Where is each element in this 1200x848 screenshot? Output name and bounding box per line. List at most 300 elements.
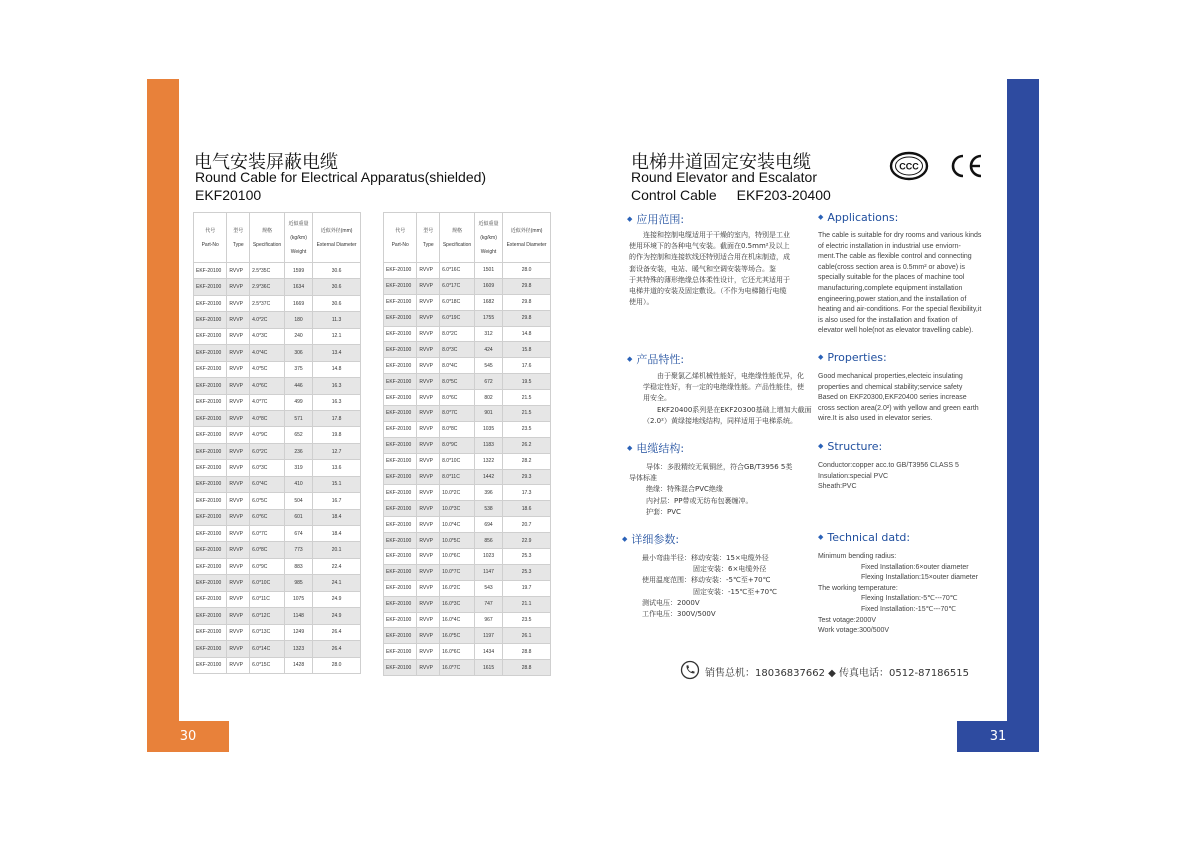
table-row (384, 660, 551, 676)
table-cell: EKF-20100 (384, 374, 417, 390)
table-cell: RVVP (227, 624, 250, 640)
table-row (384, 406, 551, 422)
right-model: EKF203-20400 (736, 187, 831, 203)
table-row (384, 390, 551, 406)
technical-text-en (818, 552, 998, 637)
table-cell: 26.2 (503, 437, 551, 453)
table-row (384, 310, 551, 326)
contact-line: 销售总机：18036837662 ◆ 传真电话：0512-87186515 (705, 668, 969, 679)
table-row (194, 279, 361, 295)
structure-heading-en-text: Structure: (827, 440, 883, 453)
table-cell: 543 (474, 580, 502, 596)
table-cell: RVVP (227, 591, 250, 607)
table-cell: 19.5 (503, 374, 551, 390)
table-cell: RVVP (417, 374, 440, 390)
table-row (384, 533, 551, 549)
table-cell: RVVP (227, 657, 250, 673)
table-cell: 26.1 (503, 628, 551, 644)
text-line: Fixed Installation:-15℃---70℃ (861, 605, 957, 613)
table-cell: 1442 (474, 469, 502, 485)
table-cell: RVVP (417, 628, 440, 644)
table-cell: 8.0*4C (440, 358, 475, 374)
technical-heading-en-text: Technical datd: (827, 531, 911, 544)
table-cell: RVVP (417, 310, 440, 326)
table-cell: 25.3 (503, 564, 551, 580)
table-cell: RVVP (417, 358, 440, 374)
technical-heading-cn-text: 详细参数: (631, 533, 680, 546)
table-cell: RVVP (227, 328, 250, 344)
header-label-weight-en: Weight (480, 249, 497, 255)
table-cell: EKF-20100 (384, 342, 417, 358)
table-cell: EKF-20100 (194, 575, 227, 591)
table-cell: 1434 (474, 644, 502, 660)
table-cell: RVVP (227, 394, 250, 410)
text-line: Based on EKF20300,EKF20400 series increase (818, 394, 967, 402)
text-line: Flexing Installation:15×outer diameter (861, 574, 978, 582)
table-cell: RVVP (227, 361, 250, 377)
text-line: 于其特殊的薄形绝缘总体柔性设计，它还尤其适用于 (629, 275, 790, 284)
table-cell: RVVP (417, 294, 440, 310)
table-row (384, 549, 551, 565)
properties-heading-cn-text: 产品特性: (636, 353, 685, 366)
table-cell: RVVP (417, 453, 440, 469)
table-cell: RVVP (227, 443, 250, 459)
table-cell: 12.1 (313, 328, 361, 344)
table-cell: 1035 (474, 421, 502, 437)
table-cell: RVVP (417, 421, 440, 437)
table-row (384, 374, 551, 390)
table-cell: 1183 (474, 437, 502, 453)
table-cell: EKF-20100 (384, 660, 417, 676)
table-cell: 306 (284, 345, 312, 361)
table-header-cell (284, 213, 312, 263)
table-cell: EKF-20100 (194, 558, 227, 574)
table-cell: EKF-20100 (194, 378, 227, 394)
header-label-en: External Diameter (506, 242, 547, 248)
table-cell: EKF-20100 (384, 278, 417, 294)
table-cell: RVVP (227, 295, 250, 311)
table-cell: 13.6 (313, 460, 361, 476)
header-label-cn: 近似外径(mm) (320, 228, 353, 234)
table-cell: 4.0*9C (250, 427, 285, 443)
table-row (384, 421, 551, 437)
table-row (194, 378, 361, 394)
table-cell: 19.8 (313, 427, 361, 443)
structure-heading-cn-text: 电缆结构: (636, 442, 685, 455)
text-line: ment.The cable as flexible control and connecting (818, 253, 972, 261)
table-cell: 4.0*7C (250, 394, 285, 410)
table-cell: RVVP (417, 501, 440, 517)
table-header-cell (440, 213, 475, 263)
header-label-cn: 近似重量 (288, 221, 309, 227)
applications-heading-en: ◆ Applications: (818, 211, 899, 224)
table-cell: 16.0*6C (440, 644, 475, 660)
table-cell: 6.0*17C (440, 278, 475, 294)
table-cell: 1615 (474, 660, 502, 676)
table-row (194, 526, 361, 542)
table-row (194, 591, 361, 607)
table-cell: 17.8 (313, 410, 361, 426)
table-cell: 18.4 (313, 526, 361, 542)
right-title-cn: 电梯井道固定安装电缆 (631, 152, 811, 173)
text-line: wire.It is also used in elevator series. (818, 415, 933, 423)
table-cell: EKF-20100 (194, 641, 227, 657)
table-cell: EKF-20100 (194, 263, 227, 279)
table-row (384, 358, 551, 374)
table-cell: 1148 (284, 608, 312, 624)
text-line: 套设备安装，电站、暖气和空调安装等场合。鉴 (629, 264, 776, 273)
text-line: 内衬层：PP带或无纺布包裹缠冲。 (646, 496, 753, 505)
table-cell: EKF-20100 (384, 517, 417, 533)
table-row (194, 476, 361, 492)
table-cell: 6.0*6C (250, 509, 285, 525)
table-row (384, 294, 551, 310)
text-line: is also used for the installation and fixation of (818, 316, 958, 324)
left-model: EKF20100 (195, 187, 262, 203)
right-page-number-tab (957, 721, 1039, 752)
table-row (384, 342, 551, 358)
properties-heading-cn: ◆ 产品特性: (627, 353, 685, 366)
table-cell: 6.0*2C (250, 443, 285, 459)
text-line: The working temperature: (818, 584, 898, 592)
technical-heading-en: ◆ Technical datd: (818, 531, 911, 544)
header-label-en: External Diameter (316, 242, 357, 248)
header-label-cn: 近似重量 (478, 221, 499, 227)
table-cell: 694 (474, 517, 502, 533)
table-cell: EKF-20100 (194, 328, 227, 344)
table-cell: EKF-20100 (384, 358, 417, 374)
table-cell: EKF-20100 (384, 485, 417, 501)
ccc-certification-icon (889, 150, 929, 182)
structure-text-en (818, 461, 993, 493)
table-cell: 10.0*5C (440, 533, 475, 549)
table-cell: 504 (284, 493, 312, 509)
table-cell: 6.0*9C (250, 558, 285, 574)
table-row (194, 608, 361, 624)
table-cell: 16.7 (313, 493, 361, 509)
table-row (194, 410, 361, 426)
spec-table-1 (193, 212, 361, 674)
table-cell: EKF-20100 (384, 453, 417, 469)
table-header-cell (503, 213, 551, 263)
table-row (384, 326, 551, 342)
table-cell: 21.5 (503, 406, 551, 422)
text-line: Sheath:PVC (818, 483, 857, 491)
table-cell: 6.0*10C (250, 575, 285, 591)
header-label-en: Specification (252, 242, 282, 248)
text-line: Fixed Installation:6×outer diameter (861, 563, 969, 571)
table-cell: 10.0*6C (440, 549, 475, 565)
table-cell: RVVP (417, 644, 440, 660)
table-cell: 25.3 (503, 549, 551, 565)
table-cell: 28.8 (503, 644, 551, 660)
table-cell: 2.5*37C (250, 295, 285, 311)
table-cell: 8.0*2C (440, 326, 475, 342)
text-line: Test votage:2000V (818, 616, 876, 624)
table-cell: 375 (284, 361, 312, 377)
table-cell: 16.0*4C (440, 612, 475, 628)
applications-text-en (818, 231, 993, 337)
table-cell: RVVP (417, 549, 440, 565)
table-row (384, 437, 551, 453)
text-line: Minimum bending radius: (818, 553, 897, 560)
table-cell: 967 (474, 612, 502, 628)
header-label-en: Part-No (201, 242, 219, 248)
table-cell: EKF-20100 (194, 361, 227, 377)
text-line: 学稳定性好，有一定的电绝缘性能。产品性能佳，使 (643, 383, 804, 392)
table-cell: 28.0 (503, 263, 551, 279)
table-row (194, 394, 361, 410)
table-cell: RVVP (417, 342, 440, 358)
text-line: The cable is suitable for dry rooms and various kinds (818, 232, 982, 239)
table-cell: 6.0*18C (440, 294, 475, 310)
right-title-en-2-text: Control Cable (631, 187, 717, 203)
table-cell: EKF-20100 (384, 263, 417, 279)
text-line: heating and air-conditions. For the special flexibility,it (818, 306, 982, 314)
table-cell: 24.9 (313, 608, 361, 624)
left-title-cn: 电气安装屏蔽电缆 (194, 152, 338, 173)
table-row (384, 517, 551, 533)
table-cell: 1323 (284, 641, 312, 657)
table-cell: 29.3 (503, 469, 551, 485)
table-cell: 4.0*5C (250, 361, 285, 377)
table-cell: 674 (284, 526, 312, 542)
table-cell: 30.6 (313, 295, 361, 311)
table-cell: 1249 (284, 624, 312, 640)
table-cell: 6.0*14C (250, 641, 285, 657)
table-cell: RVVP (417, 612, 440, 628)
header-label-cn: 型号 (423, 228, 434, 234)
table-cell: 18.4 (313, 509, 361, 525)
table-cell: 1322 (474, 453, 502, 469)
table-cell: EKF-20100 (194, 394, 227, 410)
right-title-en-2 (631, 187, 831, 203)
applications-heading-cn-text: 应用范围: (636, 213, 685, 226)
table-cell: RVVP (227, 526, 250, 542)
table-header-cell (384, 213, 417, 263)
table-cell: 16.0*2C (440, 580, 475, 596)
table-cell: EKF-20100 (194, 493, 227, 509)
table-cell: EKF-20100 (194, 410, 227, 426)
table-cell: 24.9 (313, 591, 361, 607)
table-cell: 8.0*7C (440, 406, 475, 422)
table-cell: EKF-20100 (384, 390, 417, 406)
table-row (194, 542, 361, 558)
table-row (194, 328, 361, 344)
table-cell: EKF-20100 (194, 460, 227, 476)
table-cell: RVVP (227, 460, 250, 476)
table-cell: 22.4 (313, 558, 361, 574)
table-cell: 24.1 (313, 575, 361, 591)
technical-text-cn (642, 553, 817, 620)
table-cell: 652 (284, 427, 312, 443)
table-cell: EKF-20100 (384, 294, 417, 310)
text-line: properties and chemical stability;service safety (818, 383, 963, 391)
table-cell: 4.0*2C (250, 312, 285, 328)
table-cell: 6.0*19C (440, 310, 475, 326)
table-cell: 29.8 (503, 294, 551, 310)
table-cell: 601 (284, 509, 312, 525)
header-label-en: Specification (442, 242, 472, 248)
header-label-cn: 代号 (395, 228, 406, 234)
text-line: Work votage:300/500V (818, 627, 890, 635)
text-line: 使用环境下的各种电气安装。截面在0.5mm²及以上 (629, 242, 790, 251)
table-row (194, 558, 361, 574)
table-cell: RVVP (417, 580, 440, 596)
table-cell: 16.3 (313, 378, 361, 394)
table-row (194, 361, 361, 377)
table-cell: 17.3 (503, 485, 551, 501)
table-cell: 10.0*7C (440, 564, 475, 580)
table-cell: 396 (474, 485, 502, 501)
table-cell: RVVP (417, 533, 440, 549)
table-cell: RVVP (227, 476, 250, 492)
table-cell: 236 (284, 443, 312, 459)
table-cell: EKF-20100 (384, 437, 417, 453)
table-cell: RVVP (227, 410, 250, 426)
text-line: Good mechanical properties,electeic insulating (818, 373, 963, 380)
table-row (384, 644, 551, 660)
table-row (194, 493, 361, 509)
table-row (194, 509, 361, 525)
table-cell: EKF-20100 (194, 279, 227, 295)
page-number-left: 30 (179, 729, 197, 744)
header-label-en: (kg/km) (480, 235, 497, 241)
table-cell: RVVP (227, 427, 250, 443)
table-header-cell (250, 213, 285, 263)
structure-heading-cn: ◆ 电缆结构: (627, 442, 685, 455)
table-cell: RVVP (417, 326, 440, 342)
text-line: elevator well hole(not as elevator travelling cable). (818, 327, 974, 335)
table-row (384, 628, 551, 644)
table-cell: 901 (474, 406, 502, 422)
left-page-orange-bar (147, 79, 179, 752)
table-cell: EKF-20100 (384, 580, 417, 596)
table-cell: 499 (284, 394, 312, 410)
table-header-row (194, 213, 361, 263)
text-line: 最小弯曲半径：移动安装：15×电缆外径 (642, 554, 769, 562)
table-cell: 15.1 (313, 476, 361, 492)
text-line: Flexing Installation:-5℃---70℃ (861, 595, 958, 603)
table-cell: 12.7 (313, 443, 361, 459)
left-page-number-tab (147, 721, 229, 752)
table-row (384, 596, 551, 612)
table-cell: 10.0*4C (440, 517, 475, 533)
table-cell: RVVP (417, 469, 440, 485)
table-cell: 17.6 (503, 358, 551, 374)
text-line: Insulation:special PVC (818, 472, 889, 480)
table-cell: 747 (474, 596, 502, 612)
structure-text-cn (629, 462, 807, 518)
table-cell: 4.0*4C (250, 345, 285, 361)
table-cell: RVVP (417, 278, 440, 294)
table-row (194, 263, 361, 279)
table-cell: EKF-20100 (194, 443, 227, 459)
table-cell: 16.0*7C (440, 660, 475, 676)
table-row (384, 501, 551, 517)
table-cell: RVVP (227, 558, 250, 574)
table-cell: RVVP (227, 345, 250, 361)
table-row (194, 295, 361, 311)
spec-table-2 (383, 212, 551, 676)
applications-heading-en-text: Applications: (827, 211, 899, 224)
table-cell: EKF-20100 (194, 427, 227, 443)
table-cell: EKF-20100 (384, 612, 417, 628)
table-cell: 2.9*36C (250, 279, 285, 295)
table-cell: RVVP (417, 406, 440, 422)
table-cell: RVVP (227, 378, 250, 394)
table-cell: EKF-20100 (194, 526, 227, 542)
table-row (384, 453, 551, 469)
header-label-cn: 规格 (262, 228, 273, 234)
table-cell: 20.1 (313, 542, 361, 558)
table-cell: 1682 (474, 294, 502, 310)
text-line: Conductor:copper acc.to GB/T3956 CLASS 5 (818, 462, 959, 469)
table-cell: EKF-20100 (194, 509, 227, 525)
table-cell: 4.0*3C (250, 328, 285, 344)
table-cell: RVVP (417, 564, 440, 580)
text-line: EKF20400系列是在EKF20300基础上增加大截面 (657, 405, 812, 414)
header-label-en: Part-No (391, 242, 409, 248)
table-cell: 6.0*4C (250, 476, 285, 492)
table-cell: 1023 (474, 549, 502, 565)
text-line: 由于聚氯乙烯机械性能好，电绝缘性能优异，化 (657, 372, 804, 380)
table-cell: EKF-20100 (384, 310, 417, 326)
table-cell: 240 (284, 328, 312, 344)
table-row (194, 460, 361, 476)
table-cell: 21.5 (503, 390, 551, 406)
table-cell: 20.7 (503, 517, 551, 533)
table-cell: 410 (284, 476, 312, 492)
table-cell: RVVP (227, 575, 250, 591)
table-header-cell (474, 213, 502, 263)
table-cell: 883 (284, 558, 312, 574)
header-label-cn: 型号 (233, 228, 244, 234)
text-line: of electric installation in industrial use enviorn- (818, 242, 961, 250)
table-cell: 8.0*9C (440, 437, 475, 453)
table-cell: RVVP (227, 509, 250, 525)
table-cell: RVVP (227, 641, 250, 657)
text-line: 使用温度范围：移动安装：-5℃至+70℃ (642, 576, 771, 585)
table-cell: 26.4 (313, 641, 361, 657)
text-line: 连接和控制电缆适用于干燥的室内，特别是工业 (643, 231, 790, 239)
text-line: 导体标准 (629, 474, 657, 483)
table-cell: EKF-20100 (194, 591, 227, 607)
table-cell: 6.0*5C (250, 493, 285, 509)
table-row (194, 641, 361, 657)
table-row (384, 485, 551, 501)
table-cell: 16.0*3C (440, 596, 475, 612)
table-cell: 1428 (284, 657, 312, 673)
table-cell: 8.0*3C (440, 342, 475, 358)
ce-certification-icon (947, 151, 987, 181)
table-header-cell (227, 213, 250, 263)
text-line: cross section area(2.0²) with yellow and green earth (818, 404, 979, 412)
table-cell: 6.0*7C (250, 526, 285, 542)
table-cell: 1501 (474, 263, 502, 279)
table-cell: 29.8 (503, 278, 551, 294)
table-cell: EKF-20100 (384, 564, 417, 580)
table-cell: 538 (474, 501, 502, 517)
table-cell: 14.8 (313, 361, 361, 377)
table-cell: 1147 (474, 564, 502, 580)
properties-text-en (818, 372, 993, 425)
table-cell: EKF-20100 (194, 476, 227, 492)
table-row (194, 575, 361, 591)
table-cell: 11.3 (313, 312, 361, 328)
table-cell: 14.8 (503, 326, 551, 342)
table-cell: 10.0*3C (440, 501, 475, 517)
